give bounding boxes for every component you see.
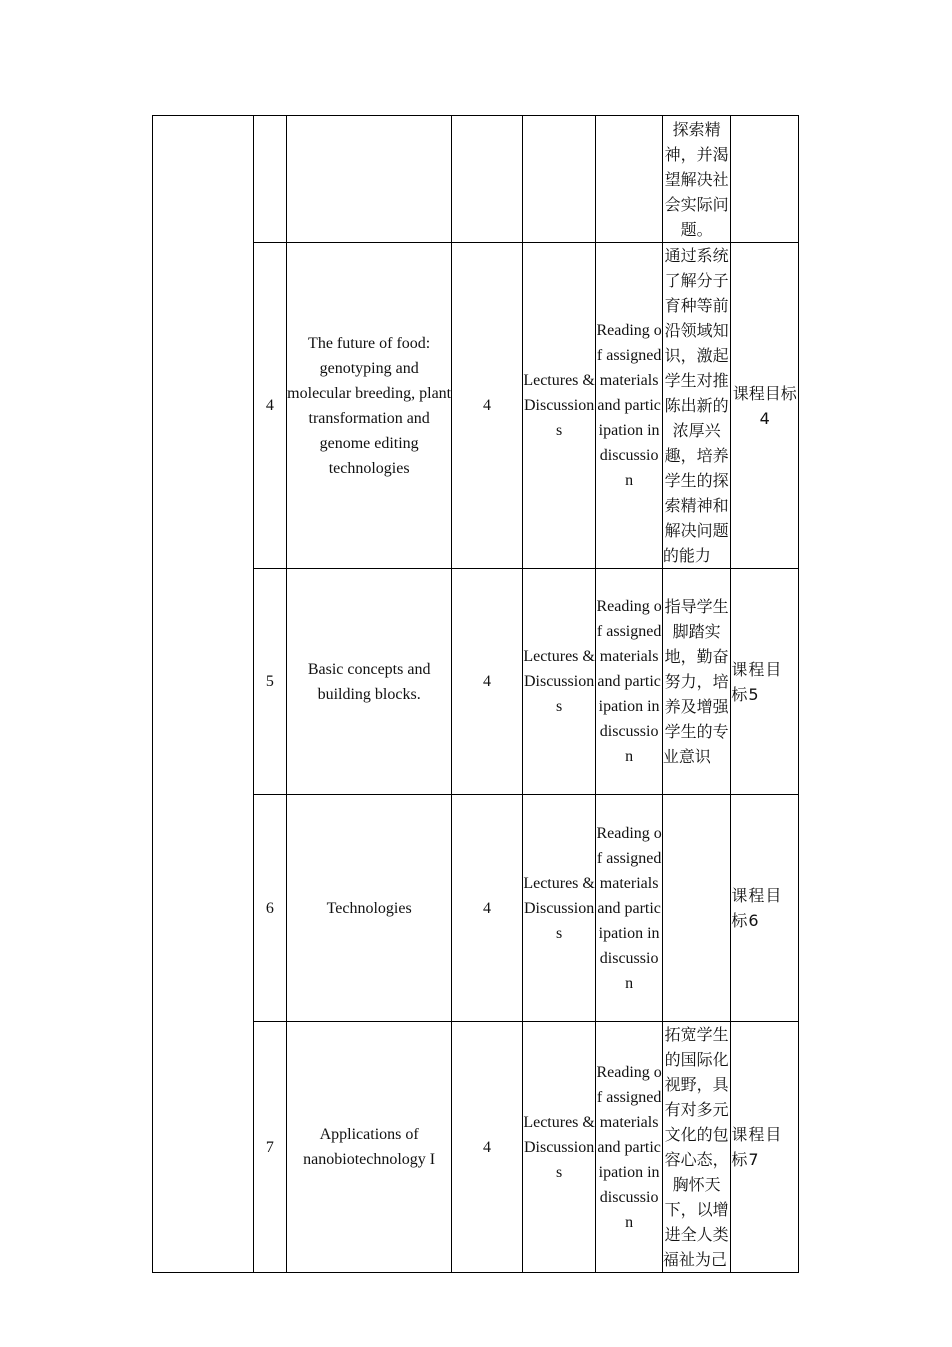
hours-cell: 4: [452, 243, 523, 569]
method-cell: [522, 116, 596, 243]
method-cell: Lectures & Discussions: [522, 243, 596, 569]
method-cell: Lectures & Discussions: [522, 569, 596, 795]
assignment-cell: Reading of assigned materials and participation in discussion: [596, 1022, 663, 1273]
ideology-cell: 指导学生脚踏实地，勤奋努力，培养及增强学生的专业意识: [662, 569, 731, 795]
method-cell: Lectures & Discussions: [522, 1022, 596, 1273]
hours-cell: 4: [452, 569, 523, 795]
week-number: 4: [253, 243, 286, 569]
course-goal-cell: 课程目标7: [731, 1022, 799, 1273]
assignment-cell: Reading of assigned materials and participation in discussion: [596, 569, 663, 795]
assignment-cell: Reading of assigned materials and participation in discussion: [596, 795, 663, 1022]
topic-cell: The future of food: genotyping and molecular breeding, plant transformation and genome editing technologies: [287, 243, 452, 569]
course-goal-cell: 课程目标6: [731, 795, 799, 1022]
assignment-cell: Reading of assigned materials and participation in discussion: [596, 243, 663, 569]
topic-cell: Applications of nanobiotechnology I: [287, 1022, 452, 1273]
hours-cell: 4: [452, 795, 523, 1022]
topic-cell: Basic concepts and building blocks.: [287, 569, 452, 795]
topic-cell: [287, 116, 452, 243]
hours-cell: [452, 116, 523, 243]
merged-category-cell: [153, 116, 254, 1273]
ideology-cell: 拓宽学生的国际化视野，具有对多元文化的包容心态，胸怀天下，以增进全人类福祉为己: [662, 1022, 731, 1273]
table-row: [153, 116, 799, 243]
ideology-cell: [662, 795, 731, 1022]
hours-cell: 4: [452, 1022, 523, 1273]
course-schedule-table: [152, 115, 799, 1273]
topic-cell: Technologies: [287, 795, 452, 1022]
ideology-cell: 探索精神，并渴望解决社会实际问题。: [662, 116, 731, 243]
assignment-cell: [596, 116, 663, 243]
course-goal-cell: [731, 116, 799, 243]
course-goal-cell: 课程目标 4: [731, 243, 799, 569]
course-goal-cell: 课程目标5: [731, 569, 799, 795]
method-cell: Lectures & Discussions: [522, 795, 596, 1022]
ideology-cell: 通过系统了解分子育种等前沿领域知识，激起学生对推陈出新的浓厚兴趣，培养学生的探索精神和解决问题的能力: [662, 243, 731, 569]
week-number: [253, 116, 286, 243]
week-number: 7: [253, 1022, 286, 1273]
week-number: 6: [253, 795, 286, 1022]
week-number: 5: [253, 569, 286, 795]
